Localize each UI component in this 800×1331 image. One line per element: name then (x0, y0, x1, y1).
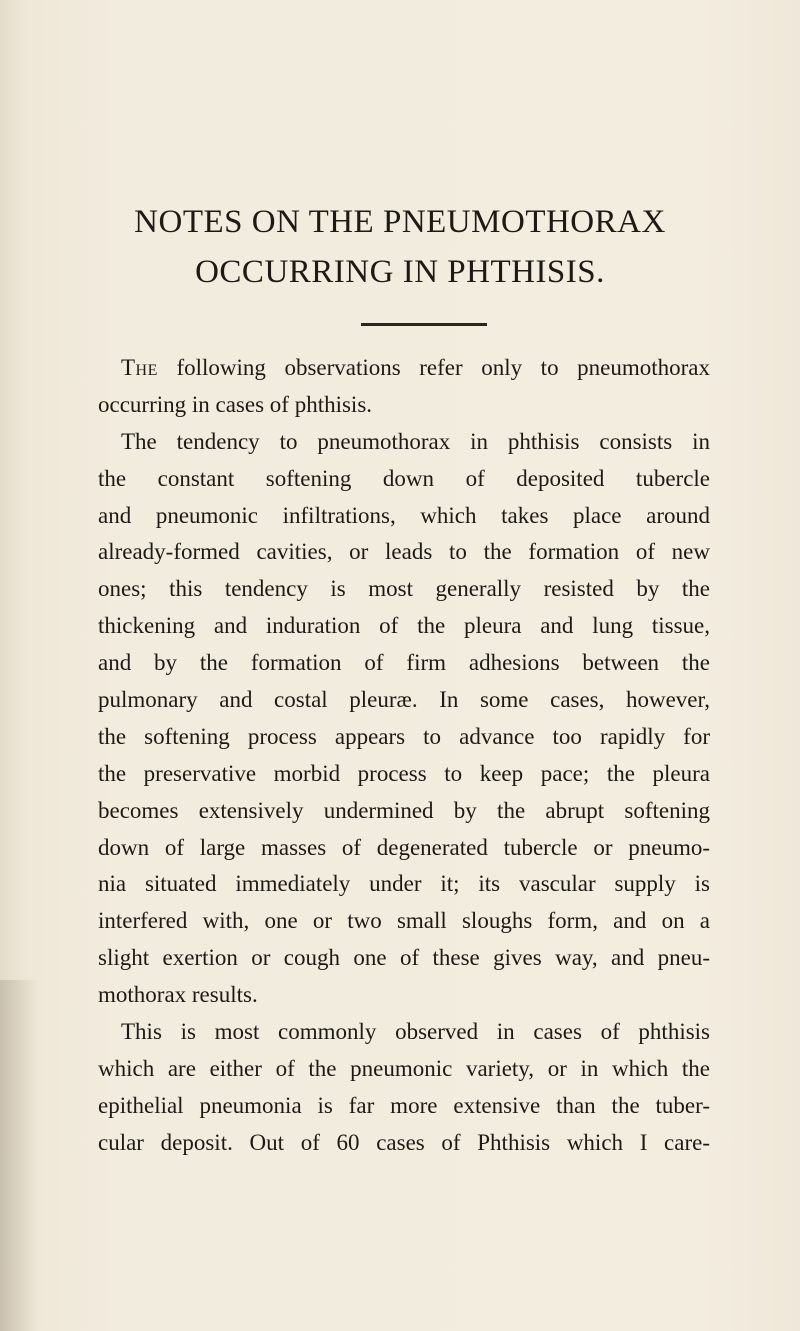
text-line: pulmonary and costal pleuræ. In some cases, however, (98, 687, 710, 713)
text-line: which are either of the pneumonic variety, or in which the (98, 1055, 710, 1081)
text-line: nia situated immediately under it; its vascular supply is (98, 871, 710, 897)
chapter-title-line-2: OCCURRING IN PHTHISIS. (195, 254, 605, 290)
text-line: thickening and induration of the pleura and lung tissue, (98, 613, 710, 639)
text-line: becomes extensively undermined by the abrupt softening (98, 797, 710, 823)
text-line: mothorax results. (98, 982, 258, 1008)
title-divider-rule (361, 323, 487, 326)
chapter-title-line-1: NOTES ON THE PNEUMOTHORAX (134, 204, 666, 240)
text-line: epithelial pneumonia is far more extensive than the tuber- (98, 1092, 710, 1118)
text-line: the constant softening down of deposited tubercle (98, 465, 710, 491)
text-line: This is most commonly observed in cases of phthisis (121, 1019, 710, 1045)
text-line: and pneumonic infiltrations, which takes place around (98, 502, 710, 528)
text-line: the softening process appears to advance too rapidly for (98, 723, 710, 749)
text-line: The tendency to pneumothorax in phthisis consists in (121, 428, 710, 454)
text-line: down of large masses of degenerated tubercle or pneumo- (98, 834, 710, 860)
lead-word: The (121, 355, 158, 380)
text-line: the preservative morbid process to keep pace; the pleura (98, 760, 710, 786)
text-line: interfered with, one or two small sloughs form, and on a (98, 908, 710, 934)
text-line: slight exertion or cough one of these gives way, and pneu- (98, 945, 710, 971)
body-text (98, 350, 710, 1162)
text-line: cular deposit. Out of 60 cases of Phthisis which I care- (98, 1129, 710, 1155)
text-line: The following observations refer only to pneumothorax (121, 355, 710, 380)
text-line: occurring in cases of phthisis. (98, 391, 373, 417)
text-line: and by the formation of firm adhesions between the (98, 650, 710, 676)
page-gutter-shadow (0, 980, 40, 1331)
text-line: ones; this tendency is most generally resisted by the (98, 576, 710, 602)
text-line: already-formed cavities, or leads to the formation of new (98, 539, 710, 565)
